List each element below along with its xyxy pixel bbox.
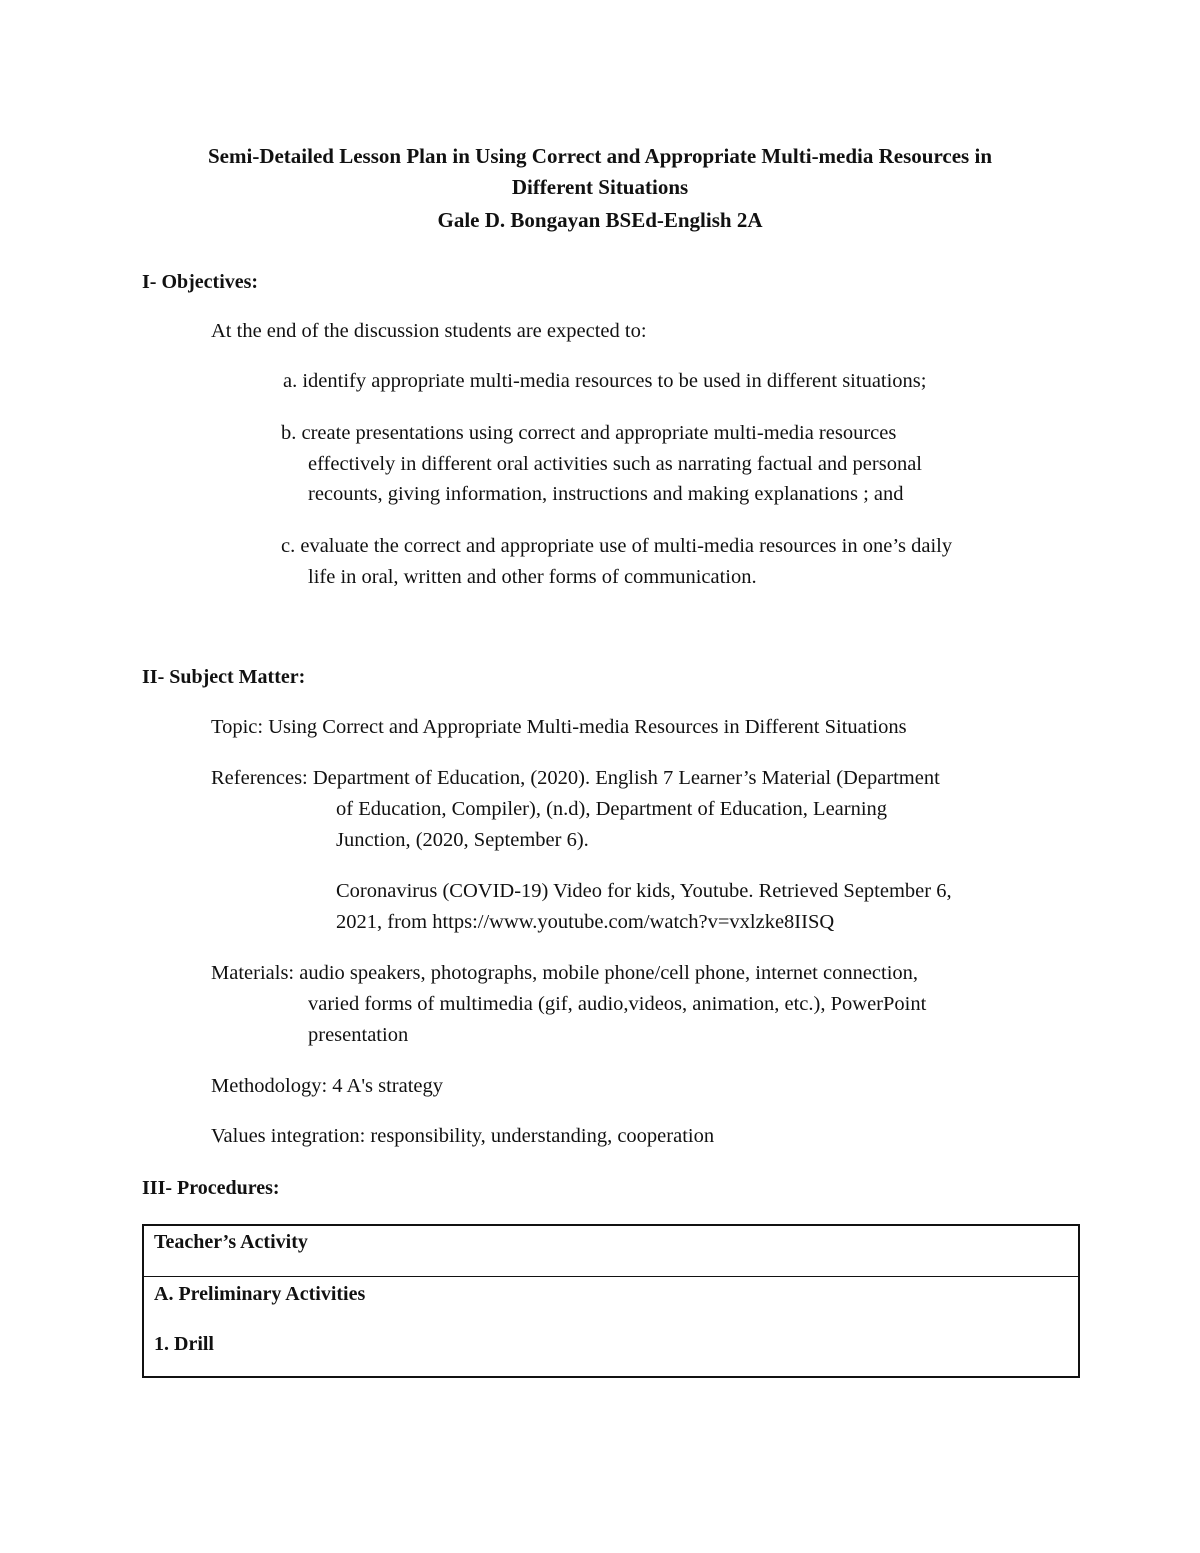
table-row-divider — [144, 1276, 1078, 1277]
objective-item-b-line-2: effectively in different oral activities such as narrating factual and personal — [308, 453, 922, 475]
subject-references-line-2: of Education, Compiler), (n.d), Department of Education, Learning — [336, 798, 888, 820]
objective-item-c-line-2: life in oral, written and other forms of communication. — [308, 566, 757, 588]
procedures-heading: III- Procedures: — [142, 1177, 280, 1199]
document-title-line-1: Semi-Detailed Lesson Plan in Using Correct and Appropriate Multi-media Resources in — [208, 144, 992, 168]
subject-matter-heading: II- Subject Matter: — [142, 666, 306, 688]
subject-values-integration: Values integration: responsibility, understanding, cooperation — [211, 1125, 715, 1147]
procedures-table — [142, 1224, 1080, 1378]
table-subsection-drill: 1. Drill — [154, 1333, 214, 1355]
objective-item-a-line-1: a. identify appropriate multi-media resources to be used in different situations; — [283, 370, 927, 392]
objective-item-b-line-1: b. create presentations using correct and appropriate multi-media resources — [281, 422, 897, 444]
subject-methodology: Methodology: 4 A's strategy — [211, 1075, 444, 1097]
table-section-preliminary-activities: A. Preliminary Activities — [154, 1283, 366, 1305]
objective-item-c-line-1: c. evaluate the correct and appropriate use of multi-media resources in one’s daily — [281, 535, 953, 557]
document-title-line-2: Different Situations — [511, 175, 689, 199]
objectives-heading: I- Objectives: — [142, 271, 259, 293]
subject-materials-line-3: presentation — [308, 1024, 409, 1046]
subject-references-line-4: Coronavirus (COVID-19) Video for kids, Youtube. Retrieved September 6, — [336, 880, 952, 902]
objectives-intro: At the end of the discussion students are expected to: — [211, 320, 647, 342]
subject-references-line-5: 2021, from https://www.youtube.com/watch?v=vxlzke8IISQ — [336, 911, 835, 933]
subject-references-line-3: Junction, (2020, September 6). — [336, 829, 589, 851]
objective-item-b-line-3: recounts, giving information, instructions and making explanations ; and — [308, 483, 904, 505]
document-author: Gale D. Bongayan BSEd-English 2A — [437, 208, 763, 232]
subject-topic: Topic: Using Correct and Appropriate Multi-media Resources in Different Situations — [211, 716, 907, 738]
subject-references-line-1: References: Department of Education, (2020). English 7 Learner’s Material (Department — [211, 767, 940, 789]
subject-materials-line-2: varied forms of multimedia (gif, audio,videos, animation, etc.), PowerPoint — [308, 993, 927, 1015]
table-header-teachers-activity: Teacher’s Activity — [154, 1231, 308, 1253]
subject-materials-line-1: Materials: audio speakers, photographs, mobile phone/cell phone, internet connection, — [211, 962, 919, 984]
